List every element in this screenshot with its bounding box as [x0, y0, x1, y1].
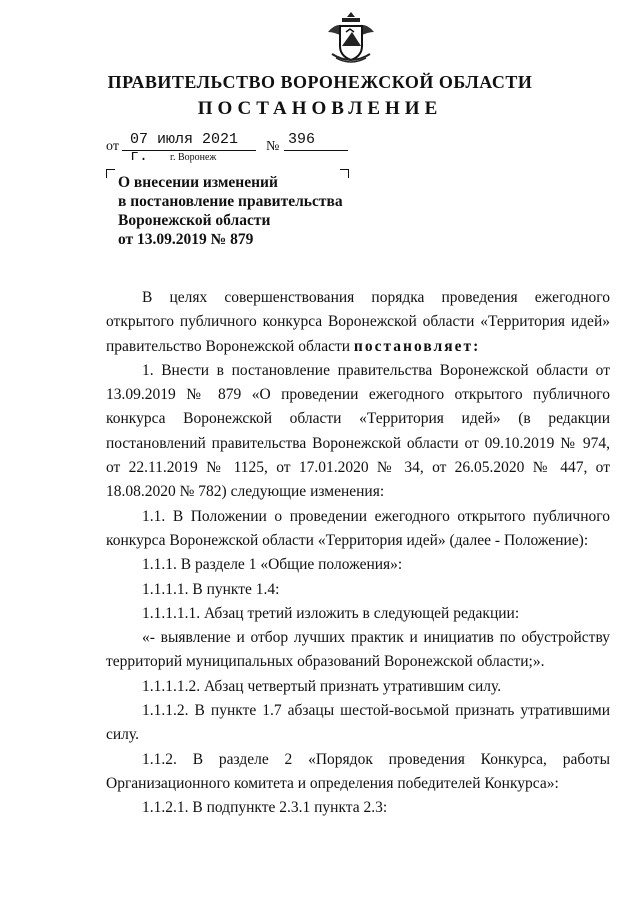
- document-body: [106, 286, 610, 821]
- place-label: г. Воронеж: [170, 152, 217, 163]
- date-from-label: от: [106, 139, 119, 154]
- organization-name: ПРАВИТЕЛЬСТВО ВОРОНЕЖСКОЙ ОБЛАСТИ: [107, 72, 533, 92]
- document-title: [118, 173, 343, 249]
- title-line: от 13.09.2019 № 879: [118, 231, 254, 248]
- paragraph-emphasis: постановляет:: [353, 337, 481, 355]
- date-value: 07 июля 2021 г.: [130, 131, 239, 165]
- title-line: в постановление правительства: [118, 193, 343, 210]
- title-corner-left: [106, 169, 115, 178]
- document-type: ПОСТАНОВЛЕНИЕ: [197, 98, 443, 119]
- paragraph: 1.1.2.1. В подпункте 2.3.1 пункта 2.3:: [142, 799, 388, 817]
- paragraph: 1.1.1.1.1. Абзац третий изложить в следующей редакции:: [142, 604, 520, 622]
- paragraph: «- выявление и отбор лучших практик и инициатив по обустройству территорий муниципальных образований Воронежской области;».: [106, 629, 610, 671]
- paragraph: 1.1. В Положении о проведении ежегодного открытого публичного конкурса Воронежской области «Территория идей» (далее - Положение):: [106, 507, 610, 549]
- paragraph: 1.1.1.1. В пункте 1.4:: [142, 580, 280, 598]
- paragraph-text: В целях совершенствования порядка проведения ежегодного открытого публичного конкурса Воронежской области «Территория идей» правительство Воронежской области: [106, 289, 610, 355]
- paragraph: 1.1.1.1.2. Абзац четвертый признать утратившим силу.: [142, 677, 502, 695]
- number-field: [284, 132, 348, 151]
- paragraph: [106, 286, 610, 359]
- title-line: Воронежской области: [118, 212, 271, 229]
- number-label: №: [266, 139, 280, 154]
- paragraph: 1.1.1. В разделе 1 «Общие положения»:: [142, 556, 403, 574]
- paragraph: 1.1.2. В разделе 2 «Порядок проведения Конкурса, работы Организационного комитета и определения победителей Конкурса»:: [106, 750, 610, 792]
- title-line: О внесении изменений: [118, 174, 278, 191]
- number-value: 396: [288, 131, 316, 148]
- paragraph: 1. Внести в постановление правительства Воронежской области от 13.09.2019 № 879 «О проведении ежегодного открытого публичного конкурса Воронежской области «Территория идей» (в редакции постановлений правительства Воронежской области от 09.10.2019 № 974, от 22.11.2019 № 1125, от 17.01.2020 № 34, от 26.05.2020 № 447, от 18.08.2020 № 782) следующие изменения:: [106, 361, 610, 501]
- coat-of-arms-icon: [322, 10, 380, 68]
- paragraph: 1.1.1.2. В пункте 1.7 абзацы шестой-восьмой признать утратившими силу.: [106, 702, 610, 744]
